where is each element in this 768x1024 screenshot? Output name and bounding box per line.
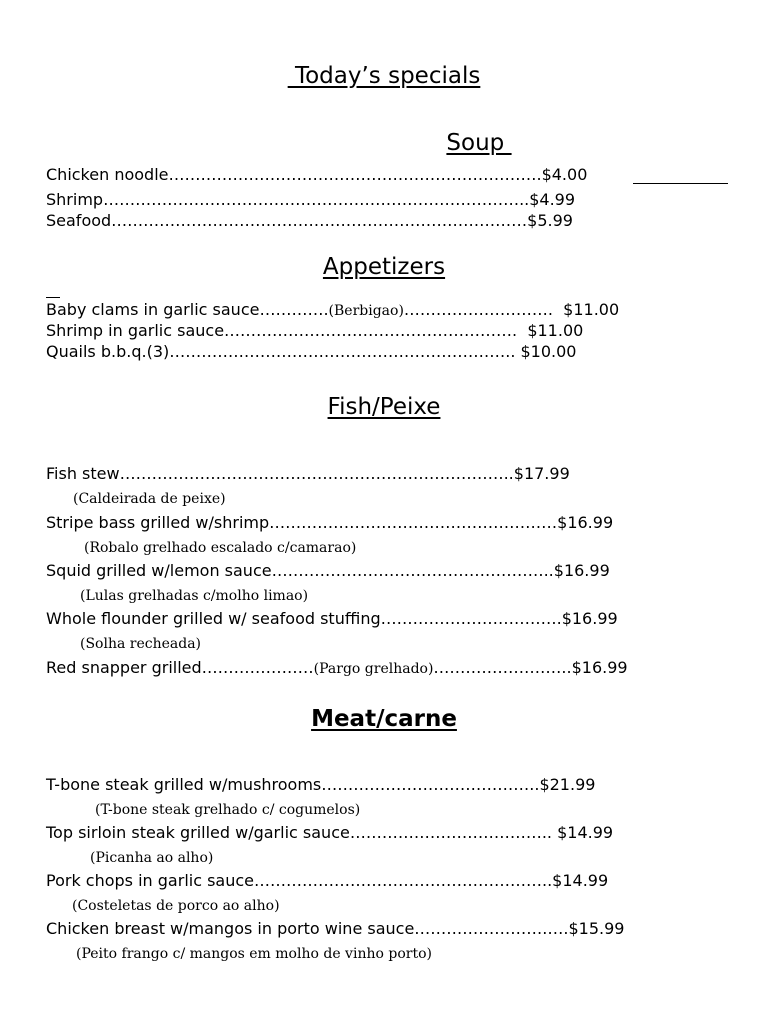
meat-item-translation: (Costeletas de porco ao alho) xyxy=(72,898,280,914)
soup-item: Seafood……………………………………………………………………$5.99 xyxy=(46,211,573,230)
meat-item: Chicken breast w/mangos in porto wine sauce…………………….….$15.99 xyxy=(46,919,625,938)
fish-item-translation: (Lulas grelhadas c/molho limao) xyxy=(80,588,309,604)
fish-item-translation: (Robalo grelhado escalado c/camarao) xyxy=(84,540,357,556)
fish-item-translation: (Solha recheada) xyxy=(80,636,202,652)
fish-item-translation: (Caldeirada de peixe) xyxy=(73,491,226,507)
meat-item-translation: (Picanha ao alho) xyxy=(90,850,214,866)
soup-heading: Soup xyxy=(446,130,512,156)
meat-heading: Meat/carne xyxy=(311,706,457,732)
appetizers-heading: Appetizers xyxy=(322,254,446,280)
appetizer-item: Quails b.b.q.(3)……………………………………………………….. $10.00 xyxy=(46,342,577,361)
soup-item: Chicken noodle…………………………………………………………….$4.00 xyxy=(46,165,588,184)
meat-item: Top sirloin steak grilled w/garlic sauce……………………………….. $14.99 xyxy=(46,823,614,842)
fish-item: Whole flounder grilled w/ seafood stuffing…………………………….$16.99 xyxy=(46,609,618,628)
meat-item: T-bone steak grilled w/mushrooms…………………………………..$21.99 xyxy=(46,775,596,794)
fish-item: Stripe bass grilled w/shrimp………………………………………………$16.99 xyxy=(46,513,614,532)
appetizer-item: Shrimp in garlic sauce………………………………………………. $11.00 xyxy=(46,321,584,340)
page-title: Today’s specials xyxy=(287,63,481,89)
meat-item-translation: (Peito frango c/ mangos em molho de vinho porto) xyxy=(76,946,432,962)
meat-item-translation: (T-bone steak grelhado c/ cogumelos) xyxy=(95,802,361,818)
fish-heading: Fish/Peixe xyxy=(327,394,441,420)
fish-item: Red snapper grilled…………………(Pargo grelhado)……………………..$16.99 xyxy=(46,658,628,677)
fish-item: Fish stew………………………………………………………………..$17.99 xyxy=(46,464,570,483)
fish-item: Squid grilled w/lemon sauce……………………………………………..$16.99 xyxy=(46,561,610,580)
appetizer-item: Baby clams in garlic sauce………….(Berbigao)………………………. $11.00 xyxy=(46,300,620,319)
short-rule xyxy=(46,297,60,298)
meat-item: Pork chops in garlic sauce………………………………………………..$14.99 xyxy=(46,871,609,890)
underline-rule xyxy=(633,183,728,184)
soup-item: Shrimp……………………………………………………………………..$4.99 xyxy=(46,190,576,209)
